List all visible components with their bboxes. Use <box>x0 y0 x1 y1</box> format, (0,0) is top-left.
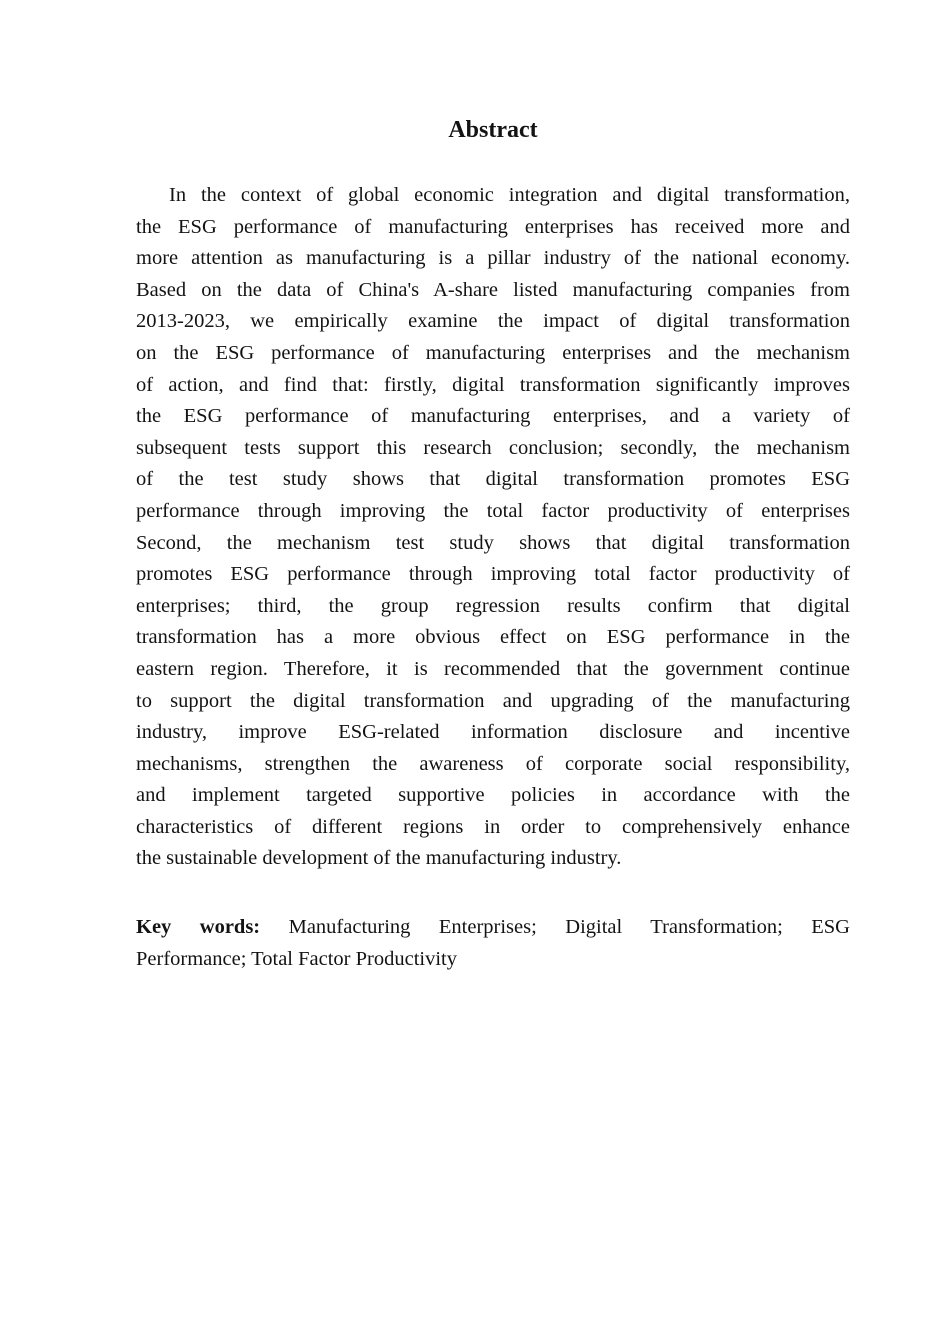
abstract-line: Second, the mechanism test study shows that digital transformation <box>136 531 850 554</box>
keywords-block <box>136 912 850 975</box>
abstract-line: industry, improve ESG-related information disclosure and incentive <box>136 721 850 744</box>
keywords-line-1 <box>136 912 850 944</box>
abstract-line: and implement targeted supportive policies in accordance with the <box>136 784 850 807</box>
abstract-line: promotes ESG performance through improving total factor productivity of <box>136 563 850 586</box>
abstract-line: Based on the data of China's A-share listed manufacturing companies from <box>136 278 850 301</box>
abstract-paragraph <box>136 180 850 875</box>
abstract-line: eastern region. Therefore, it is recommended that the government continue <box>136 657 850 680</box>
abstract-line: on the ESG performance of manufacturing enterprises and the mechanism <box>136 341 850 364</box>
abstract-line: the sustainable development of the manufacturing industry. <box>136 847 622 870</box>
abstract-line: 2013-2023, we empirically examine the impact of digital transformation <box>136 310 850 333</box>
abstract-line: more attention as manufacturing is a pillar industry of the national economy. <box>136 247 850 270</box>
abstract-line: transformation has a more obvious effect on ESG performance in the <box>136 626 850 649</box>
abstract-line: of action, and find that: firstly, digital transformation significantly improves <box>136 373 850 396</box>
abstract-line: enterprises; third, the group regression results confirm that digital <box>136 594 850 617</box>
abstract-line: subsequent tests support this research conclusion; secondly, the mechanism <box>136 436 850 459</box>
abstract-line: characteristics of different regions in order to comprehensively enhance <box>136 815 850 838</box>
abstract-line: mechanisms, strengthen the awareness of corporate social responsibility, <box>136 752 850 775</box>
abstract-line: In the context of global economic integration and digital transformation, <box>169 184 850 206</box>
abstract-line: the ESG performance of manufacturing enterprises, and a variety of <box>136 405 850 428</box>
abstract-line: the ESG performance of manufacturing enterprises has received more and <box>136 215 850 238</box>
abstract-line: of the test study shows that digital transformation promotes ESG <box>136 468 850 491</box>
keywords-text-line-1: Manufacturing Enterprises; Digital Transformation; ESG <box>288 916 850 938</box>
keywords-line-2: Performance; Total Factor Productivity <box>136 947 457 970</box>
abstract-line: performance through improving the total factor productivity of enterprises <box>136 499 850 522</box>
page-title: Abstract <box>448 117 538 143</box>
abstract-line: to support the digital transformation and upgrading of the manufacturing <box>136 689 850 712</box>
keywords-label: Key words: <box>136 916 261 938</box>
